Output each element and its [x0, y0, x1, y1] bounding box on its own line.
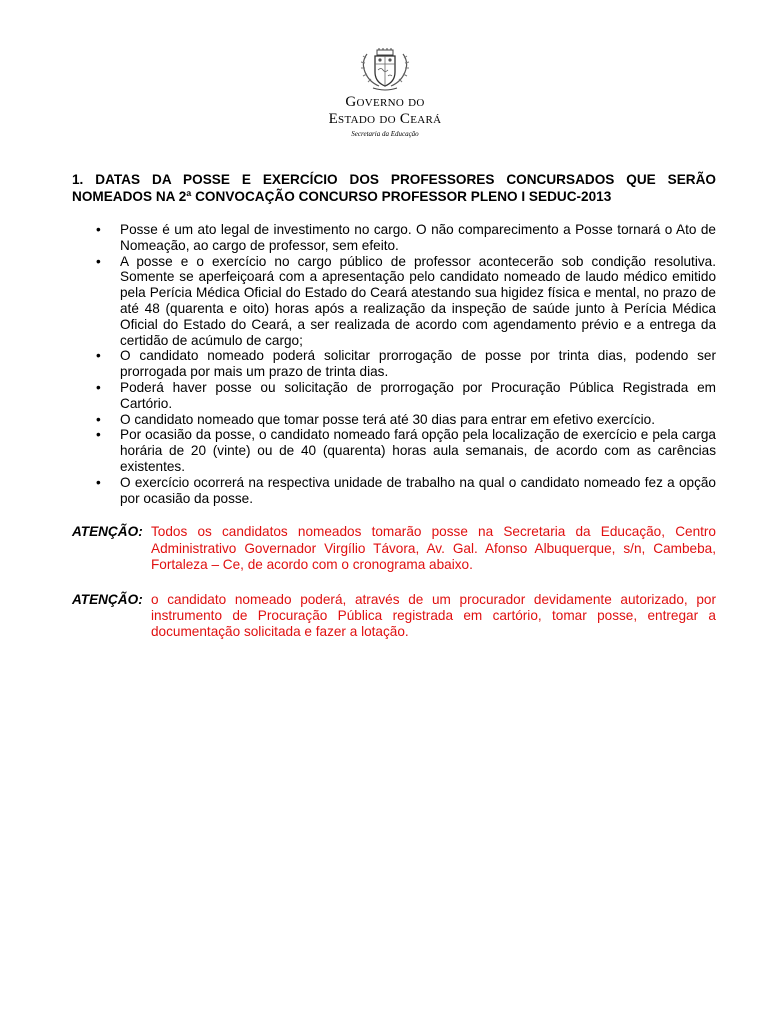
list-item — [72, 348, 716, 380]
bullet-list — [72, 222, 716, 506]
attention-label: ATENÇÃO: — [72, 591, 143, 607]
list-item-text: Posse é um ato legal de investimento no cargo. O não comparecimento a Posse tornará o Ato de Nomeação, ao cargo de professor, sem efeito. — [120, 222, 716, 253]
list-item-text: Poderá haver posse ou solicitação de prorrogação por Procuração Pública Registrada em Cartório. — [120, 379, 716, 411]
list-item — [72, 380, 716, 412]
bullet-icon: • — [96, 348, 101, 364]
list-item-text: A posse e o exercício no cargo público de professor acontecerão sob condição resolutiva. Somente se aperfeiçoará com a apresentação pelo candidato nomeado de laudo médico emitido pela Perícia Médica Oficial do Estado do Ceará atestando sua higidez física e mental, no prazo de até 48 (quarenta e oito) horas após a realização da inspeção de saúde junto à Perícia Médica Oficial do Estado do Ceará, a ser realizada de acordo com agendamento prévio e a entrega da certidão de acúmulo de cargo; — [120, 253, 716, 348]
attention-notice-proxy — [72, 592, 716, 641]
section-title: 1. DATAS DA POSSE E EXERCÍCIO DOS PROFESSORES CONCURSADOS QUE SERÃO NOMEADOS NA 2ª CONVOCAÇÃO CONCURSO PROFESSOR PLENO I SEDUC-2013 — [72, 172, 716, 204]
document-header — [0, 48, 770, 139]
government-name-line1: Governo do — [345, 94, 425, 110]
list-item — [72, 427, 716, 474]
attention-notice-venue — [72, 524, 716, 573]
list-item-text: O candidato nomeado que tomar posse terá até 30 dias para entrar em efetivo exercício. — [120, 411, 655, 427]
list-item — [72, 254, 716, 349]
attention-text: Todos os candidatos nomeados tomarão posse na Secretaria da Educação, Centro Administrativo Governador Virgílio Távora, Av. Gal. Afonso Albuquerque, s/n, Cambeba, Fortaleza – Ce, de acordo com o cronograma abaixo. — [151, 524, 716, 573]
list-item-text: O candidato nomeado poderá solicitar prorrogação de posse por trinta dias, podendo ser prorrogada por mais um prazo de trinta dias. — [120, 348, 716, 380]
secretariat-name: Secretaria da Educação — [351, 130, 419, 138]
coat-of-arms-icon — [357, 48, 413, 92]
bullet-icon: • — [96, 427, 101, 443]
bullet-icon: • — [96, 222, 101, 237]
bullet-icon: • — [96, 253, 101, 269]
list-item — [72, 412, 716, 428]
bullet-icon: • — [96, 411, 101, 427]
list-item — [72, 475, 716, 507]
government-name-line2: Estado do Ceará — [328, 111, 442, 127]
bullet-icon: • — [96, 474, 101, 490]
bullet-icon: • — [96, 379, 101, 395]
attention-text: o candidato nomeado poderá, através de um procurador devidamente autorizado, por instrumento de Procuração Pública registrada em cartório, tomar posse, entregar a documentação solicitada e fazer a lotação. — [151, 591, 716, 640]
list-item-text: Por ocasião da posse, o candidato nomeado fará opção pela localização de exercício e pela carga horária de 20 (vinte) ou de 40 (quarenta) horas aula semanais, de acordo com as carências existentes. — [120, 427, 716, 474]
list-item — [72, 222, 716, 254]
attention-label: ATENÇÃO: — [72, 524, 143, 540]
list-item-text: O exercício ocorrerá na respectiva unidade de trabalho na qual o candidato nomeado fez a opção por ocasião da posse. — [120, 474, 716, 506]
document-body — [72, 171, 716, 641]
